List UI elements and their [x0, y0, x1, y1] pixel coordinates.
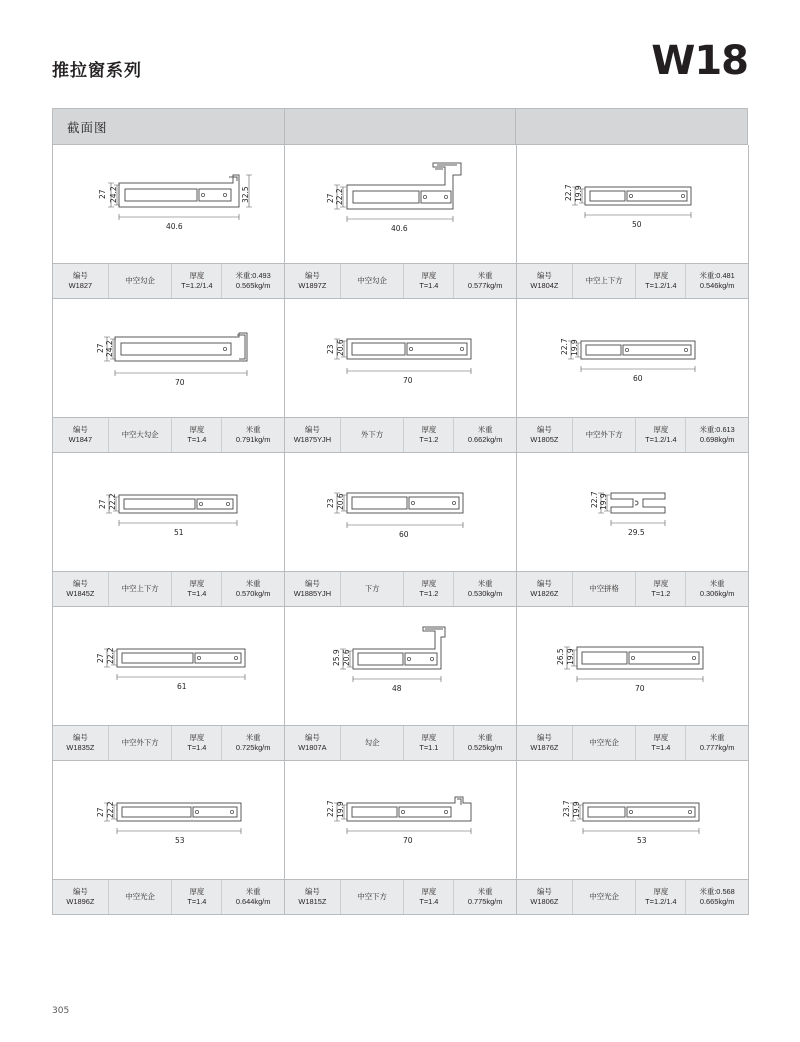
table-row [53, 145, 748, 299]
dim-h1: 27 [96, 807, 105, 817]
spec-name-value: 中空外下方 [585, 430, 623, 439]
spec-thickness [404, 572, 454, 606]
spec-thickness-value: T=1.2 [651, 589, 671, 598]
profile-drawing [517, 299, 748, 418]
spec-code [53, 880, 109, 914]
spec-weight-value: 0.662kg/m [467, 435, 503, 444]
dim-h2: 20.6 [336, 339, 345, 356]
spec-weight-label: 米重 [477, 579, 493, 589]
profile-cell [53, 145, 285, 299]
spec-weight [686, 880, 748, 914]
spec-name-value: 中空上下方 [121, 584, 159, 593]
spec-code [517, 418, 573, 452]
spec-code-label: 编号 [304, 579, 320, 589]
spec-code-label: 编号 [536, 579, 552, 589]
spec-code-label: 编号 [72, 425, 88, 435]
spec-code-label: 编号 [304, 271, 320, 281]
spec-weight-value: 0.570kg/m [235, 589, 271, 598]
spec-name [109, 418, 173, 452]
page-number: 305 [52, 1006, 70, 1016]
spec-weight [222, 418, 284, 452]
spec-name-value: 中空光企 [589, 738, 619, 747]
profile-cell [285, 607, 517, 761]
profile-specs [285, 880, 516, 915]
spec-code [285, 572, 341, 606]
spec-weight-label: 米重:0.613 [699, 425, 735, 435]
band-label-section: 截面图 [53, 109, 285, 145]
spec-code-value: W1847 [68, 435, 93, 444]
spec-weight [454, 726, 516, 760]
profile-specs [517, 418, 748, 453]
page-title: 推拉窗系列 [52, 61, 142, 80]
spec-code [53, 572, 109, 606]
spec-thickness-label: 厚度 [189, 887, 205, 897]
dim-h1: 27 [98, 189, 107, 199]
spec-weight-label: 米重:0.481 [699, 271, 735, 281]
spec-weight-value: 0.791kg/m [235, 435, 271, 444]
profile-drawing [53, 145, 284, 264]
spec-weight-label: 米重 [477, 733, 493, 743]
spec-weight-value: 0.306kg/m [699, 589, 735, 598]
spec-code-label: 编号 [536, 271, 552, 281]
spec-name-value: 中空下方 [357, 892, 387, 901]
profile-cell [53, 299, 285, 453]
spec-name [341, 418, 405, 452]
spec-weight-label: 米重 [709, 733, 725, 743]
spec-name [109, 726, 173, 760]
profile-cell [517, 761, 749, 915]
spec-name [341, 264, 405, 298]
profile-drawing [53, 761, 284, 880]
spec-weight-value: 0.577kg/m [467, 281, 503, 290]
dim-h1: 22.7 [326, 800, 335, 817]
spec-code-value: W1876Z [530, 743, 559, 752]
spec-weight-value: 0.525kg/m [467, 743, 503, 752]
spec-code-label: 编号 [304, 733, 320, 743]
spec-weight-label: 米重 [245, 579, 261, 589]
spec-weight-label: 米重 [245, 887, 261, 897]
spec-thickness-label: 厚度 [653, 271, 669, 281]
dim-w: 70 [635, 684, 645, 693]
spec-code-value: W1896Z [66, 897, 95, 906]
spec-thickness-label: 厚度 [421, 887, 437, 897]
spec-code-value: W1806Z [530, 897, 559, 906]
spec-weight-value: 0.546kg/m [699, 281, 735, 290]
profile-specs [285, 264, 516, 299]
spec-thickness [172, 264, 222, 298]
spec-code [285, 418, 341, 452]
dim-h1: 26.5 [556, 648, 565, 665]
spec-name-value: 中空外下方 [121, 738, 159, 747]
profile-drawing [517, 145, 748, 264]
spec-thickness-label: 厚度 [421, 579, 437, 589]
spec-code [53, 264, 109, 298]
spec-code-label: 编号 [536, 425, 552, 435]
spec-weight-value: 0.565kg/m [235, 281, 271, 290]
spec-thickness [636, 726, 686, 760]
dim-w: 50 [632, 220, 642, 229]
dim-h1: 22.7 [590, 491, 599, 508]
profile-drawing [285, 607, 516, 726]
spec-thickness-label: 厚度 [189, 425, 205, 435]
spec-weight [222, 880, 284, 914]
spec-name-value: 外下方 [361, 430, 384, 439]
profile-specs [53, 726, 284, 761]
spec-weight-value: 0.698kg/m [699, 435, 735, 444]
spec-name [573, 572, 637, 606]
dim-w: 40.6 [166, 222, 183, 231]
spec-thickness [404, 726, 454, 760]
spec-code-value: W1826Z [530, 589, 559, 598]
spec-name [573, 880, 637, 914]
profile-cell [285, 145, 517, 299]
spec-weight-label: 米重:0.568 [699, 887, 735, 897]
spec-thickness [404, 880, 454, 914]
spec-weight-value: 0.777kg/m [699, 743, 735, 752]
spec-thickness [172, 572, 222, 606]
profile-cell [517, 607, 749, 761]
spec-weight [686, 726, 748, 760]
spec-thickness-value: T=1.4 [187, 743, 207, 752]
dim-h1: 23.7 [562, 800, 571, 817]
spec-thickness-value: T=1.4 [187, 435, 207, 444]
profile-drawing [517, 453, 748, 572]
spec-code-label: 编号 [72, 271, 88, 281]
dim-w: 61 [177, 682, 187, 691]
profile-drawing [285, 299, 516, 418]
spec-thickness-value: T=1.2/1.4 [645, 897, 677, 906]
profile-specs [285, 418, 516, 453]
spec-name-value: 中空勾企 [125, 276, 155, 285]
dim-w: 70 [403, 376, 413, 385]
spec-thickness-value: T=1.2 [419, 435, 439, 444]
dim-w: 70 [403, 836, 413, 845]
spec-code-label: 编号 [304, 887, 320, 897]
profile-cell [285, 299, 517, 453]
spec-name-value: 中空大勾企 [121, 430, 159, 439]
spec-name [109, 572, 173, 606]
table-row [53, 761, 748, 915]
dim-w: 60 [399, 530, 409, 539]
profile-cell [285, 761, 517, 915]
spec-weight [222, 264, 284, 298]
dim-h1: 22.7 [564, 184, 573, 201]
profile-cell [517, 453, 749, 607]
profile-specs [285, 572, 516, 607]
dim-h2: 20.6 [342, 649, 351, 666]
spec-thickness [636, 880, 686, 914]
spec-thickness-value: T=1.2/1.4 [645, 435, 677, 444]
profile-specs [517, 726, 748, 761]
spec-weight [454, 418, 516, 452]
profile-cell [517, 299, 749, 453]
dim-w: 40.6 [391, 224, 408, 233]
profile-specs [53, 418, 284, 453]
spec-name [573, 418, 637, 452]
spec-name [341, 572, 405, 606]
dim-h1: 27 [326, 193, 335, 203]
profile-specs [53, 264, 284, 299]
spec-code [517, 726, 573, 760]
dim-h2: 19.9 [572, 801, 581, 818]
spec-weight [686, 264, 748, 298]
spec-code-value: W1807A [298, 743, 327, 752]
spec-thickness-value: T=1.2/1.4 [645, 281, 677, 290]
dim-h2: 22.2 [335, 188, 344, 205]
spec-thickness [636, 572, 686, 606]
profile-cell [517, 145, 749, 299]
spec-name-value: 下方 [364, 584, 380, 593]
spec-name-value: 勾企 [364, 738, 380, 747]
table-row [53, 453, 748, 607]
profile-drawing [53, 453, 284, 572]
profile-specs [53, 880, 284, 915]
spec-thickness [172, 880, 222, 914]
dim-w: 48 [392, 684, 402, 693]
dim-h2: 19.9 [570, 339, 579, 356]
spec-weight-label: 米重 [245, 733, 261, 743]
spec-thickness-value: T=1.4 [651, 743, 671, 752]
spec-code-value: W1885YJH [293, 589, 332, 598]
spec-name [573, 264, 637, 298]
profile-drawing [285, 761, 516, 880]
spec-code-value: W1845Z [66, 589, 95, 598]
dim-h1: 23 [326, 344, 335, 354]
spec-name-value: 中空光企 [125, 892, 155, 901]
spec-weight-label: 米重:0.493 [235, 271, 271, 281]
spec-thickness [404, 418, 454, 452]
spec-thickness-value: T=1.4 [419, 281, 439, 290]
spec-weight [454, 880, 516, 914]
dim-h1: 23 [326, 498, 335, 508]
spec-weight-label: 米重 [477, 887, 493, 897]
spec-name [341, 880, 405, 914]
profile-specs [517, 572, 748, 607]
dim-h3: 32.5 [241, 186, 250, 203]
profile-drawing [53, 299, 284, 418]
spec-weight-value: 0.775kg/m [467, 897, 503, 906]
spec-code [53, 726, 109, 760]
spec-name-value: 中空光企 [589, 892, 619, 901]
spec-thickness [172, 418, 222, 452]
spec-code-value: W1897Z [298, 281, 327, 290]
spec-weight [454, 572, 516, 606]
spec-code-label: 编号 [72, 733, 88, 743]
spec-name-value: 中空勾企 [357, 276, 387, 285]
spec-name-value: 中空上下方 [585, 276, 623, 285]
spec-weight-label: 米重 [477, 271, 493, 281]
spec-code [285, 880, 341, 914]
spec-code [285, 726, 341, 760]
spec-name [341, 726, 405, 760]
dim-h2: 22.2 [106, 647, 115, 664]
dim-h1: 27 [96, 653, 105, 663]
spec-name [109, 880, 173, 914]
dim-h2: 22.2 [108, 493, 117, 510]
spec-weight [686, 572, 748, 606]
dim-h1: 25.9 [332, 649, 341, 666]
spec-thickness-value: T=1.2 [419, 589, 439, 598]
spec-name [109, 264, 173, 298]
dim-w: 53 [175, 836, 185, 845]
profile-drawing [285, 453, 516, 572]
dim-w: 53 [637, 836, 647, 845]
spec-weight-value: 0.530kg/m [467, 589, 503, 598]
spec-code-value: W1805Z [530, 435, 559, 444]
spec-thickness-value: T=1.4 [187, 897, 207, 906]
spec-code-label: 编号 [72, 887, 88, 897]
profile-specs [517, 264, 748, 299]
table-band-row [53, 109, 748, 145]
band-label-empty-2 [516, 109, 748, 145]
dim-w: 51 [174, 528, 184, 537]
spec-thickness-value: T=1.4 [419, 897, 439, 906]
profile-table [52, 108, 748, 915]
spec-weight-label: 米重 [245, 425, 261, 435]
spec-thickness-label: 厚度 [653, 887, 669, 897]
dim-h2: 19.9 [599, 493, 608, 510]
dim-h2: 19.9 [336, 801, 345, 818]
profile-specs [53, 572, 284, 607]
spec-code-value: W1804Z [530, 281, 559, 290]
profile-cell [53, 607, 285, 761]
spec-weight [686, 418, 748, 452]
profile-cell [53, 453, 285, 607]
spec-name [573, 726, 637, 760]
profile-cell [285, 453, 517, 607]
spec-thickness-label: 厚度 [189, 733, 205, 743]
spec-code-value: W1827 [68, 281, 93, 290]
spec-weight [454, 264, 516, 298]
spec-weight-value: 0.665kg/m [699, 897, 735, 906]
spec-weight [222, 726, 284, 760]
spec-thickness-label: 厚度 [421, 733, 437, 743]
spec-thickness-label: 厚度 [189, 271, 205, 281]
page-header [52, 38, 748, 92]
profile-specs [285, 726, 516, 761]
spec-thickness-value: T=1.4 [187, 589, 207, 598]
table-row [53, 607, 748, 761]
spec-code [53, 418, 109, 452]
band-label-empty-1 [285, 109, 517, 145]
dim-h1: 27 [98, 499, 107, 509]
series-code: W18 [651, 38, 748, 84]
spec-code-label: 编号 [72, 579, 88, 589]
spec-weight-value: 0.725kg/m [235, 743, 271, 752]
profile-drawing [517, 607, 748, 726]
profile-drawing [53, 607, 284, 726]
dim-h2: 22.2 [106, 801, 115, 818]
spec-thickness-label: 厚度 [421, 271, 437, 281]
spec-code-value: W1815Z [298, 897, 327, 906]
spec-thickness-value: T=1.1 [419, 743, 439, 752]
spec-weight-label: 米重 [477, 425, 493, 435]
dim-h1: 27 [96, 343, 105, 353]
spec-code-label: 编号 [536, 887, 552, 897]
dim-h2: 20.6 [336, 493, 345, 510]
dim-h2: 19.9 [566, 648, 575, 665]
spec-weight-label: 米重 [709, 579, 725, 589]
dim-w: 29.5 [628, 528, 645, 537]
spec-thickness-label: 厚度 [653, 579, 669, 589]
dim-h2: 24.2 [109, 186, 118, 203]
spec-code [517, 880, 573, 914]
table-row [53, 299, 748, 453]
spec-thickness [172, 726, 222, 760]
dim-w: 70 [175, 378, 185, 387]
dim-h1: 22.7 [560, 338, 569, 355]
profile-drawing [517, 761, 748, 880]
spec-code-value: W1835Z [66, 743, 95, 752]
spec-thickness-label: 厚度 [421, 425, 437, 435]
spec-code-label: 编号 [304, 425, 320, 435]
spec-thickness [404, 264, 454, 298]
spec-thickness-value: T=1.2/1.4 [181, 281, 213, 290]
dim-h2: 19.9 [574, 185, 583, 202]
spec-thickness [636, 264, 686, 298]
spec-weight [222, 572, 284, 606]
profile-cell [53, 761, 285, 915]
spec-thickness [636, 418, 686, 452]
spec-thickness-label: 厚度 [653, 425, 669, 435]
spec-thickness-label: 厚度 [189, 579, 205, 589]
spec-code [517, 264, 573, 298]
spec-code-label: 编号 [536, 733, 552, 743]
spec-code-value: W1875YJH [293, 435, 332, 444]
spec-code [517, 572, 573, 606]
profile-specs [517, 880, 748, 915]
profile-drawing [285, 145, 516, 264]
spec-thickness-label: 厚度 [653, 733, 669, 743]
spec-weight-value: 0.644kg/m [235, 897, 271, 906]
spec-name-value: 中空拼格 [589, 584, 619, 593]
spec-code [285, 264, 341, 298]
dim-w: 60 [633, 374, 643, 383]
dim-h2: 24.2 [105, 340, 114, 357]
